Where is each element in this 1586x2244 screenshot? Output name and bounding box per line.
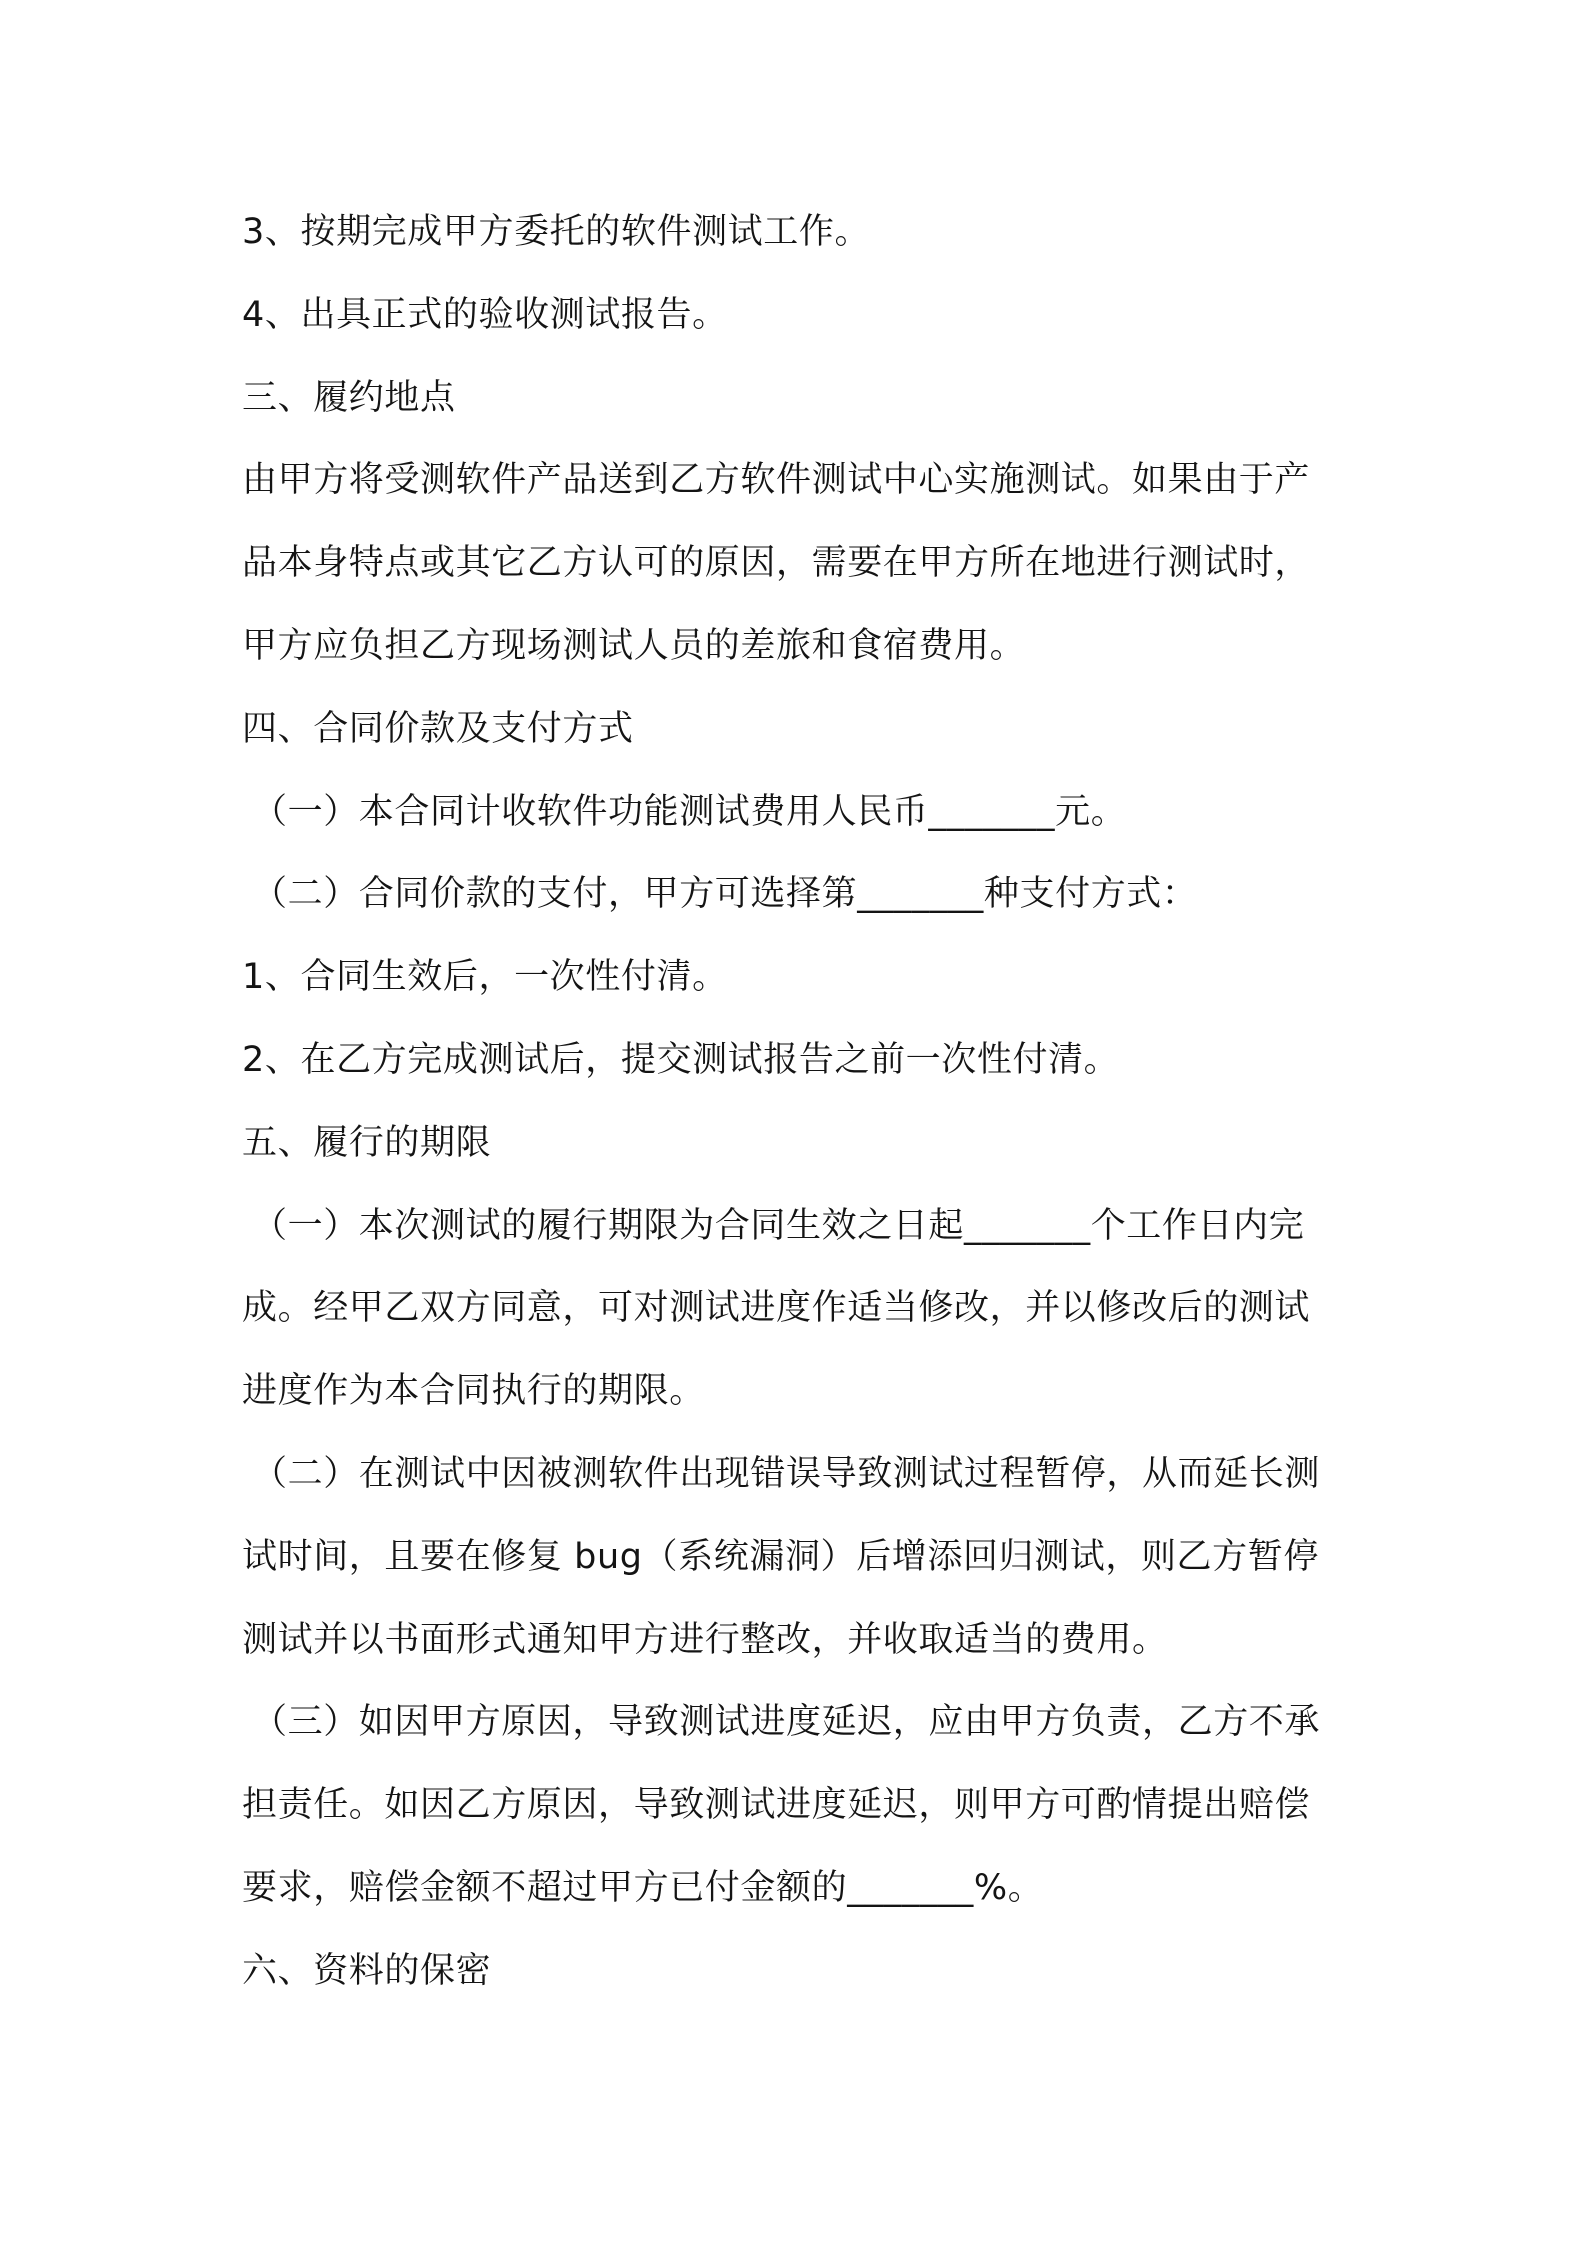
paragraph-line: 要求，赔偿金额不超过甲方已付金额的_______%。 (242, 1867, 1044, 1908)
clause-line: （二）合同价款的支付，甲方可选择第_______种支付方式： (252, 874, 1198, 915)
list-item-3: 3、按期完成甲方委托的软件测试工作。 (242, 212, 871, 252)
paragraph-line: 由甲方将受测软件产品送到乙方软件测试中心实施测试。如果由于产 (242, 460, 1311, 501)
paragraph-line: 品本身特点或其它乙方认可的原因，需要在甲方所在地进行测试时， (242, 543, 1311, 584)
clause-line: （一）本合同计收软件功能测试费用人民币_______元。 (252, 791, 1127, 832)
clause-line: （三）如因甲方原因，导致测试进度延迟，应由甲方负责，乙方不承 (252, 1702, 1321, 1743)
paragraph-line: 成。经甲乙双方同意，可对测试进度作适当修改，并以修改后的测试 (242, 1288, 1311, 1329)
paragraph-line: 担责任。如因乙方原因，导致测试进度延迟，则甲方可酌情提出赔偿 (242, 1785, 1311, 1826)
clause-line: （一）本次测试的履行期限为合同生效之日起_______个工作日内完 (252, 1205, 1305, 1246)
list-item-4: 4、出具正式的验收测试报告。 (242, 294, 728, 335)
list-item-1: 1、合同生效后，一次性付清。 (242, 957, 728, 998)
section-heading-3: 三、履约地点 (242, 377, 456, 418)
paragraph-line: 甲方应负担乙方现场测试人员的差旅和食宿费用。 (242, 625, 1026, 666)
paragraph-line: 进度作为本合同执行的期限。 (242, 1371, 705, 1412)
section-heading-5: 五、履行的期限 (242, 1122, 492, 1163)
paragraph-line: 试时间，且要在修复 bug（系统漏洞）后增添回归测试，则乙方暂停 (242, 1536, 1319, 1577)
list-item-2: 2、在乙方完成测试后，提交测试报告之前一次性付清。 (242, 1039, 1120, 1080)
document-body (242, 191, 1362, 2013)
section-heading-6: 六、资料的保密 (242, 1950, 492, 1991)
paragraph-line: 测试并以书面形式通知甲方进行整改，并收取适当的费用。 (242, 1619, 1168, 1660)
section-heading-4: 四、合同价款及支付方式 (242, 708, 634, 749)
clause-line: （二）在测试中因被测软件出现错误导致测试过程暂停，从而延长测 (252, 1453, 1321, 1494)
